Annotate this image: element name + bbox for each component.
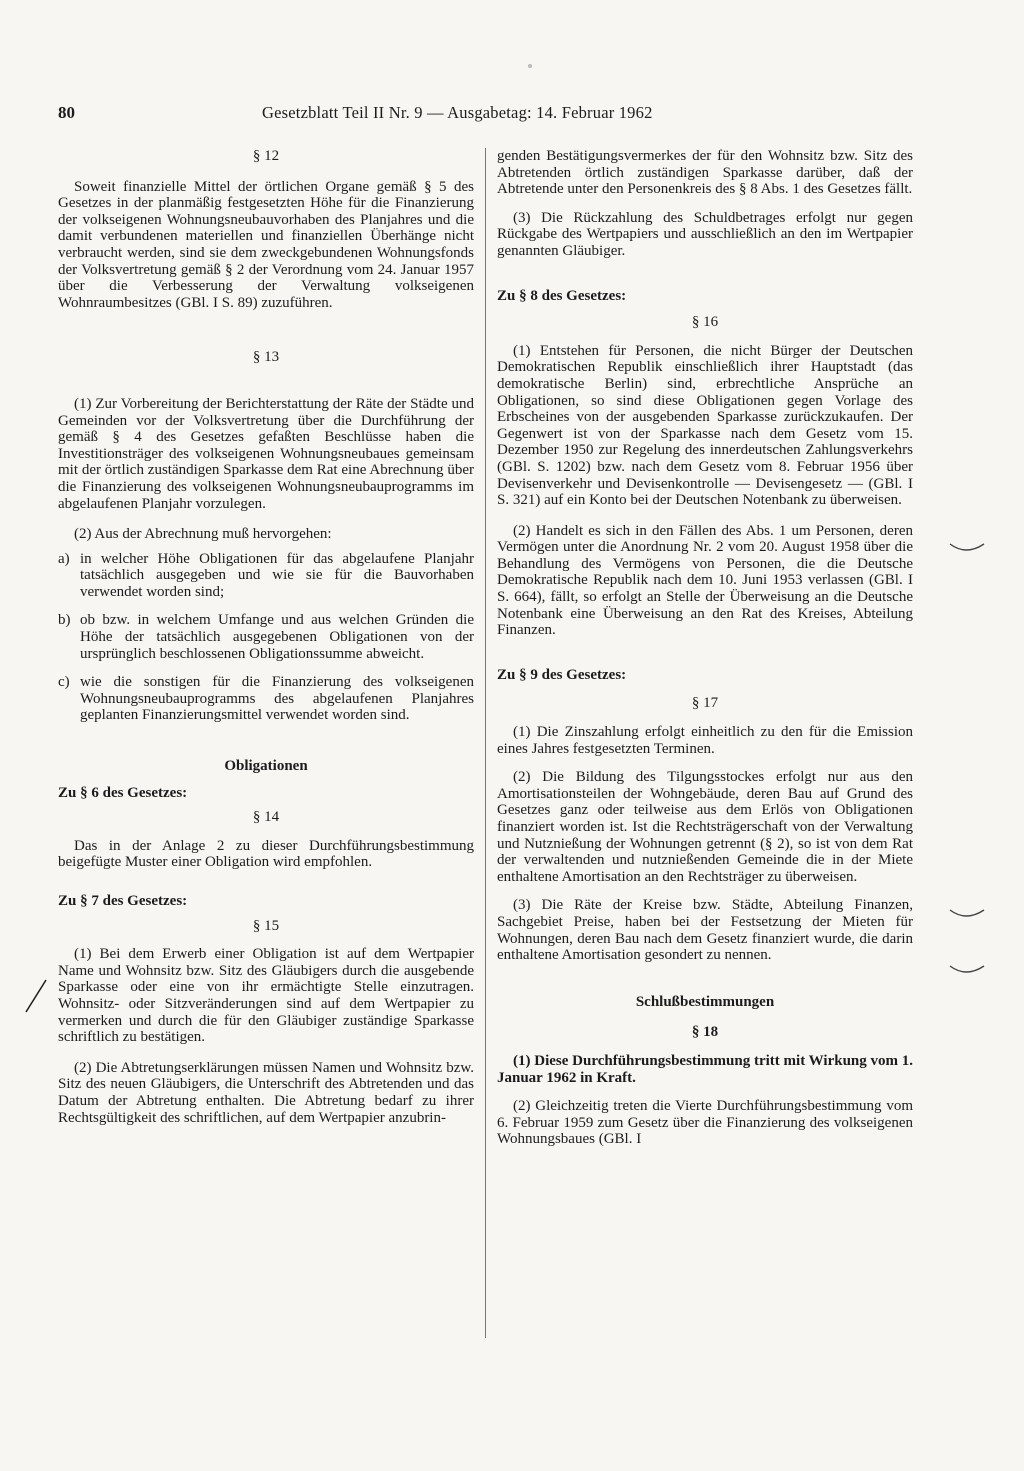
list-marker: b) (58, 612, 71, 629)
margin-curve-mark (948, 962, 988, 978)
section-17-paragraph-2: (2) Die Bildung des Tilgungsstockes erfolgt nur aus den Amortisationsteilen der Wohngebäude, deren Bau auf Grund des Gesetzes ganz oder teilweise aus dem Erlös von Obligationen finanziert worden ist. Ist die Rechtsträgerschaft von der Verwaltung und Nutznießung der Wohnungen getrennt (§ 2), so ist von dem Rat der verwaltenden und nutznießenden Gemeinde die in der Miete enthaltene Amortisation an den Rechtsträger zu überweisen. (497, 769, 913, 885)
section-18-paragraph-2: (2) Gleichzeitig treten die Vierte Durchführungsbestimmung vom 6. Februar 1959 zum Gesetz über die Finanzierung des volkseigenen Wohnungsbaues (GBl. I (497, 1098, 913, 1148)
section-17-title: § 17 (691, 695, 719, 712)
zu-6-heading: Zu § 6 des Gesetzes: (58, 784, 188, 801)
section-14-title: § 14 (252, 809, 280, 826)
section-16-title: § 16 (691, 314, 719, 331)
right-column (497, 148, 913, 1148)
list-marker: a) (58, 550, 70, 567)
section-15-title: § 15 (252, 917, 280, 934)
section-17-paragraph-1: (1) Die Zinszahlung erfolgt einheitlich zu den für die Emission eines Jahres festgesetzten Terminen. (497, 724, 913, 757)
list-item-text: wie die sonstigen für die Finanzierung des volkseigenen Wohnungsneubauprogramms des abgelaufenen Planjahres geplanten Finanzierungsmittel verwendet worden sind. (80, 674, 474, 724)
section-17-paragraph-3: (3) Die Räte der Kreise bzw. Städte, Abteilung Finanzen, Sachgebiet Preise, haben bei der Festsetzung der Mieten für Wohnungen, deren Bau nach dem Gesetz finanziert wurde, die darin enthaltene Amortisation gesondert zu nennen. (497, 897, 913, 964)
section-13-paragraph-1: (1) Zur Vorbereitung der Berichterstattung der Räte der Städte und Gemeinden vor der Volksvertretung über die Durchführung der gemäß § 4 des Gesetzes gefaßten Beschlüsse haben die Investitionsträger des volkseigenen Wohnungsneubaues gemeinsam mit der örtlich zuständigen Sparkasse dem Rat eine Abrechnung über die Finanzierung des volkseigenen Wohnungsneubauprogramms im abgelaufenen Planjahr vorzulegen. (58, 395, 474, 512)
list-marker: c) (58, 674, 70, 691)
running-head: Gesetzblatt Teil II Nr. 9 — Ausgabetag: 14. Februar 1962 (262, 103, 653, 122)
list-item-text: in welcher Höhe Obligationen für das abgelaufene Planjahr tatsächlich ausgegeben und wie sie für die Bauvorhaben verwendet worden sind; (80, 550, 474, 600)
section-13-title: § 13 (252, 349, 280, 366)
zu-7-heading: Zu § 7 des Gesetzes: (58, 893, 188, 909)
section-18-paragraph-1: (1) Diese Durchführungsbestimmung tritt mit Wirkung vom 1. Januar 1962 in Kraft. (497, 1052, 914, 1086)
column-divider (485, 148, 486, 1338)
margin-slash-mark (22, 978, 50, 1014)
list-item-a (58, 551, 474, 601)
section-16-paragraph-1: (1) Entstehen für Personen, die nicht Bürger der Deutschen Demokratischen Republik einschließlich ihrer Hauptstadt (das demokratische Berlin) sind, erbrechtliche Ansprüche an Obligationen, so sind diese Obligationen gegen Vorlage des Erbscheines von der ausgebenden Sparkasse zurückzukaufen. Der Gegenwert ist von der Sparkasse nach dem Gesetz vom 15. Dezember 1950 zur Regelung des innerdeutschen Zahlungsverkehrs (GBl. S. 1202) bzw. nach dem Gesetz vom 8. Februar 1956 über Devisenverkehr und Devisenkontrolle — Devisengesetz — (GBl. I S. 321) auf ein Konto bei der Deutschen Notenbank zu überweisen. (497, 342, 913, 509)
margin-curve-mark (948, 906, 988, 922)
page-number: 80 (58, 103, 75, 122)
section-15-continuation: genden Bestätigungsvermerkes der für den Wohnsitz bzw. Sitz des Abtretenden örtlich zuständigen Sparkasse darüber, daß der Abtretende unter den Personenkreis des § 8 Abs. 1 des Gesetzes fällt. (497, 148, 913, 198)
section-16-paragraph-2: (2) Handelt es sich in den Fällen des Abs. 1 um Personen, deren Vermögen unter die Anordnung Nr. 2 vom 20. August 1958 über die Behandlung des Vermögens von Personen, die die Deutsche Demokratische Republik nach dem 10. Juni 1953 verlassen (GBl. I S. 664), fällt, so erfolgt an Stelle der Überweisung an die Deutsche Notenbank eine Überweisung an den Rat des Kreises, Abteilung Finanzen. (497, 522, 913, 639)
obligationen-heading: Obligationen (224, 758, 308, 775)
section-18-title: § 18 (691, 1024, 719, 1041)
page-header (58, 103, 722, 129)
section-15-paragraph-2: (2) Die Abtretungserklärungen müssen Namen und Wohnsitz bzw. Sitz des neuen Gläubigers, die Unterschrift des Abtretenden und das Datum der Abtretung enthalten. Die Abtretung bedarf zu ihrer Rechtsgültigkeit des schriftlichen, auf dem Wertpapier anzubrin- (58, 1059, 474, 1126)
list-item-c (58, 674, 474, 724)
section-12-title: § 12 (252, 148, 280, 164)
section-13-paragraph-2: (2) Aus der Abrechnung muß hervorgehen: (74, 526, 332, 543)
zu-9-heading: Zu § 9 des Gesetzes: (497, 666, 627, 683)
margin-curve-mark (948, 540, 988, 556)
section-15-paragraph-3: (3) Die Rückzahlung des Schuldbetrages erfolgt nur gegen Rückgabe des Wertpapiers und ausschließlich an den im Wertpapier genannten Gläubiger. (497, 209, 913, 259)
zu-8-heading: Zu § 8 des Gesetzes: (497, 287, 627, 304)
list-item-b (58, 612, 474, 662)
list-item-text: ob bzw. in welchem Umfange und aus welchen Gründen die Höhe der tatsächlich ausgegebenen Obligationen von der ursprünglich beschlossenen Obligationssumme abweicht. (80, 612, 474, 662)
section-12-text: Soweit finanzielle Mittel der örtlichen Organe gemäß § 5 des Gesetzes in der planmäßig festgesetzten Höhe für die Finanzierung der volkseigenen Wohnungsneubauvorhaben des Planjahres und die damit verbundenen materiellen und finanziellen Überhänge nicht verbraucht werden, sind sie dem zweckgebundenen Wohnungsfonds der Volksvertretung gemäß § 2 der Verordnung vom 24. Januar 1957 über die Verbesserung der Verwaltung volkseigenen Wohnraumbesitzes (GBl. I S. 89) zuzuführen. (58, 178, 474, 311)
section-15-paragraph-1: (1) Bei dem Erwerb einer Obligation ist auf dem Wertpapier Name und Wohnsitz bzw. Sitz des Gläubigers durch die ausgebende Sparkasse oder eine von ihr ermächtigte Stelle einzutragen. Wohnsitz- oder Sitzveränderungen sind auf dem Wertpapier zu vermerken und durch die für den Gläubiger zuständige Sparkasse schriftlich zu bestätigen. (58, 946, 474, 1046)
section-14-text: Das in der Anlage 2 zu dieser Durchführungsbestimmung beigefügte Muster einer Obligation wird empfohlen. (58, 837, 474, 871)
scan-speck (528, 64, 532, 68)
left-column (58, 148, 474, 1126)
schluss-heading: Schlußbestimmungen (635, 993, 775, 1010)
